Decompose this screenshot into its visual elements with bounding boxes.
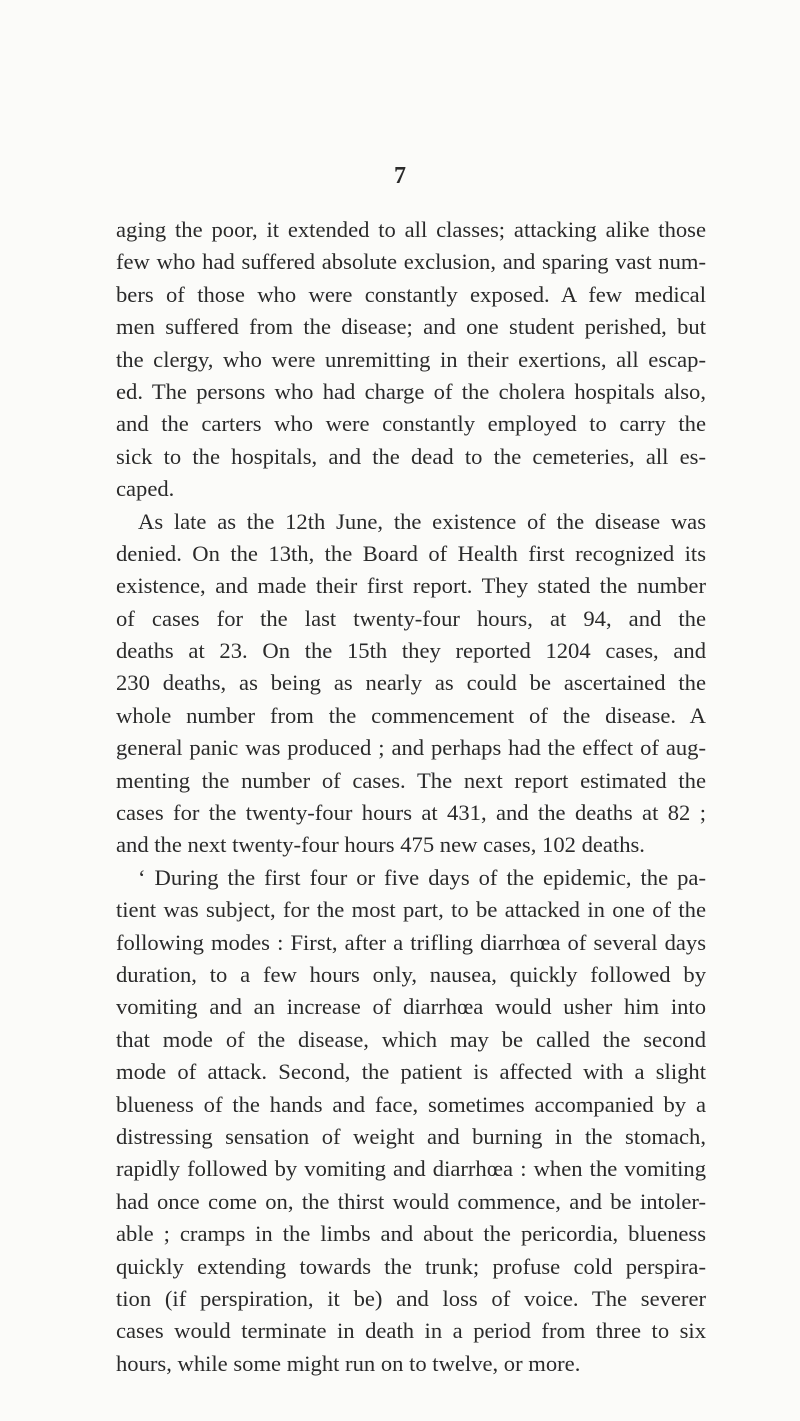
text-line: and the next twenty-four hours 475 new cases, 102 deaths. — [116, 832, 645, 858]
text-line: existence, and made their first report. They stated the number — [116, 573, 706, 599]
text-line: able ; cramps in the limbs and about the pericordia, blueness — [116, 1221, 706, 1247]
text-line: caped. — [116, 476, 175, 502]
text-line: whole number from the commencement of the disease. A — [116, 702, 706, 728]
page-number: 7 — [394, 163, 406, 189]
text-line: aging the poor, it extended to all classes; attacking alike those — [116, 217, 706, 242]
text-line: vomiting and an increase of diarrhœa would usher him into — [116, 994, 706, 1020]
text-line: tion (if perspiration, it be) and loss of voice. The severer — [116, 1285, 706, 1311]
text-line: sick to the hospitals, and the dead to the cemeteries, all es- — [116, 443, 706, 469]
text-line: blueness of the hands and face, sometimes accompanied by a — [116, 1091, 706, 1117]
text-line: rapidly followed by vomiting and diarrhœa : when the vomiting — [116, 1156, 706, 1182]
text-line: cases would terminate in death in a period from three to six — [116, 1318, 706, 1344]
text-line: ‘ During the first four or five days of the epidemic, the pa- — [138, 864, 706, 890]
text-line: quickly extending towards the trunk; profuse cold perspira- — [116, 1253, 706, 1279]
text-line: tient was subject, for the most part, to be attacked in one of the — [116, 897, 706, 923]
text-line: menting the number of cases. The next report estimated the — [116, 767, 706, 793]
text-line: mode of attack. Second, the patient is affected with a slight — [116, 1059, 706, 1085]
text-line: had once come on, the thirst would commence, and be intoler- — [116, 1188, 706, 1214]
text-line: bers of those who were constantly exposed. A few medical — [116, 281, 706, 307]
body-text — [116, 214, 706, 1380]
text-line: 230 deaths, as being as nearly as could be ascertained the — [116, 670, 706, 696]
text-line: general panic was produced ; and perhaps had the effect of aug- — [116, 735, 706, 761]
text-line: denied. On the 13th, the Board of Health first recognized its — [116, 540, 706, 566]
text-line: following modes : First, after a trifling diarrhœa of several days — [116, 929, 706, 955]
text-line: few who had suffered absolute exclusion, and sparing vast num- — [116, 249, 706, 275]
text-line: distressing sensation of weight and burning in the stomach, — [116, 1123, 706, 1149]
text-line: cases for the twenty-four hours at 431, and the deaths at 82 ; — [116, 800, 706, 826]
text-line: ed. The persons who had charge of the cholera hospitals also, — [116, 378, 706, 404]
text-line: hours, while some might run on to twelve, or more. — [116, 1350, 581, 1376]
text-line: men suffered from the disease; and one student perished, but — [116, 314, 706, 340]
text-line: and the carters who were constantly employed to carry the — [116, 411, 706, 437]
text-line: the clergy, who were unremitting in their exertions, all escap- — [116, 346, 706, 372]
text-line: duration, to a few hours only, nausea, quickly followed by — [116, 961, 706, 987]
text-line: that mode of the disease, which may be called the second — [116, 1026, 706, 1052]
text-line: deaths at 23. On the 15th they reported 1204 cases, and — [116, 638, 706, 664]
text-line: As late as the 12th June, the existence of the disease was — [138, 508, 706, 534]
text-line: of cases for the last twenty-four hours, at 94, and the — [116, 605, 706, 631]
